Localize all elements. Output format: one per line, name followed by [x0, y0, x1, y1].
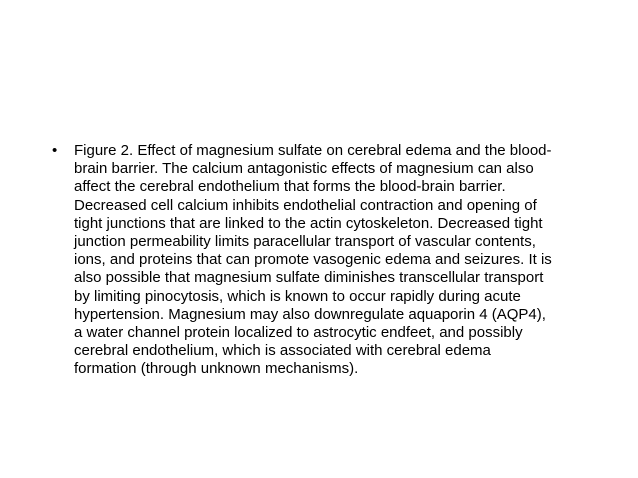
- caption-line: tight junctions that are linked to the actin cytoskeleton. Decreased tight: [74, 214, 543, 232]
- figure-caption-text: [74, 142, 552, 379]
- caption-line: ions, and proteins that can promote vasogenic edema and seizures. It is: [74, 251, 552, 269]
- caption-line: affect the cerebral endothelium that forms the blood-brain barrier.: [74, 178, 506, 196]
- caption-line: brain barrier. The calcium antagonistic effects of magnesium can also: [74, 160, 534, 178]
- caption-line: also possible that magnesium sulfate diminishes transcellular transport: [74, 269, 544, 287]
- caption-line: formation (through unknown mechanisms).: [74, 360, 359, 378]
- caption-line: cerebral endothelium, which is associated with cerebral edema: [74, 342, 491, 360]
- bullet-marker: •: [52, 142, 58, 159]
- caption-line: junction permeability limits paracellular transport of vascular contents,: [74, 233, 536, 251]
- caption-line: by limiting pinocytosis, which is known to occur rapidly during acute: [74, 287, 521, 305]
- caption-line: Decreased cell calcium inhibits endothelial contraction and opening of: [74, 196, 537, 214]
- caption-line: hypertension. Magnesium may also downregulate aquaporin 4 (AQP4),: [74, 305, 546, 323]
- caption-line: Figure 2. Effect of magnesium sulfate on cerebral edema and the blood-: [74, 142, 552, 159]
- caption-line: a water channel protein localized to astrocytic endfeet, and possibly: [74, 324, 523, 342]
